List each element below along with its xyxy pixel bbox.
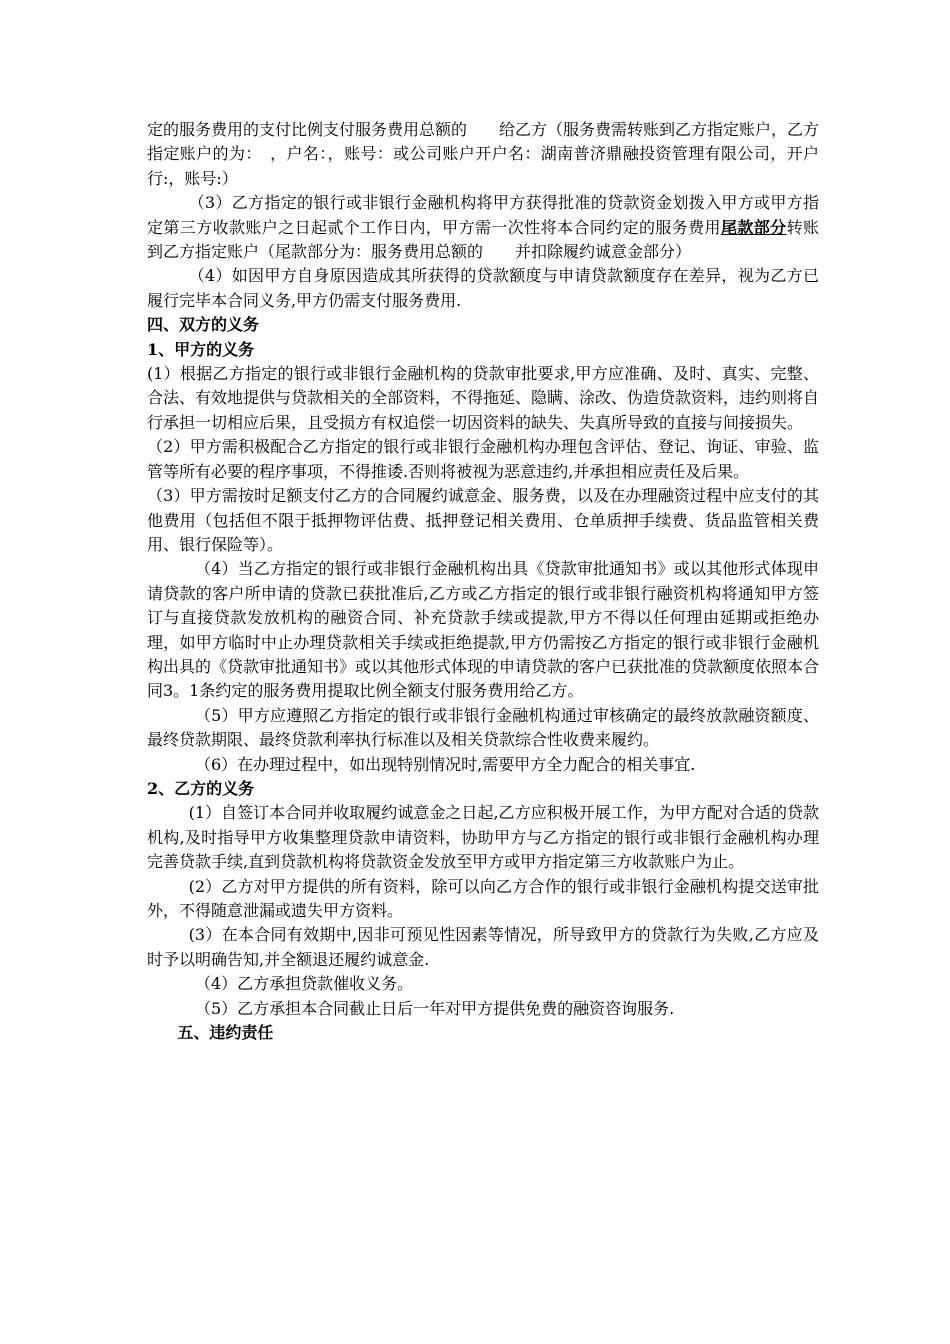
final-payment-emphasis: 尾款部分 <box>720 217 787 237</box>
party-a-item-6: （6）在办理过程中，如出现特别情况时,需要甲方全力配合的相关事宜. <box>195 754 696 774</box>
party-b-item-3: (3）在本合同有效期中,因非可预见性因素等情况，所导致甲方的贷款行为失败,乙方应及时予以明确告知,并全额退还履约诚意金. <box>147 925 819 969</box>
paragraph-clause-3 <box>147 191 819 264</box>
party-a-item-4: （4）当乙方指定的银行或非银行金融机构出具《贷款审批通知书》或以其他形式体现申请贷款的客户所申请的贷款已获批准后,乙方或乙方指定的银行或非银行融资机构将通知甲方签订与直接贷款发放机构的融资合同、补充贷款手续或提款,甲方不得以任何理由延期或拒绝办理，如甲方临时中止办理贷款相关手续或拒绝提款,甲方仍需按乙方指定的银行或非银行金融机构出具的《贷款审批通知书》或以其他形式体现的申请贷款的客户已获批准的贷款额度依照本合同3。1条约定的服务费用提取比例全额支付服务费用给乙方。 <box>147 559 820 701</box>
clause-3-text-end: 转账到乙方指定账户（尾款部分为：服务费用总额的 并扣除履约诚意金部分） <box>147 217 819 262</box>
party-a-item-2: （2）甲方需积极配合乙方指定的银行或非银行金融机构办理包含评估、登记、询证、审验、监管等所有必要的程序事项，不得推诿.否则将被视为恶意违约,并承担相应责任及后果。 <box>147 437 819 481</box>
paragraph-fee-ratio: 定的服务费用的支付比例支付服务费用总额的 给乙方（服务费需转账到乙方指定账户，乙方指定账户的为： ，户名：，账号：或公司账户开户名：湖南普济鼎融投资管理有限公司，开户行:，账号:） <box>147 120 820 188</box>
party-a-item-3: （3）甲方需按时足额支付乙方的合同履约诚意金、服务费，以及在办理融资过程中应支付的其他费用（包括但不限于抵押物评估费、抵押登记相关费用、仓单质押手续费、货品监管相关费用、银行保险等）。 <box>147 486 819 554</box>
party-b-item-4: （4）乙方承担贷款催收义务。 <box>195 974 414 994</box>
party-b-item-2: (2）乙方对甲方提供的所有资料，除可以向乙方合作的银行或非银行金融机构提交送审批外，不得随意泄漏或遗失甲方资料。 <box>147 876 819 920</box>
section-heading-breach-liability: 五、违约责任 <box>177 1023 274 1043</box>
clause-3-text-start: （3）乙方指定的银行或非银行金融机构将甲方获得批准的贷款资金划拨入甲方或甲方指定第三方收款账户之日起贰个工作日内，甲方需一次性将本合同约定的服务费用 <box>147 193 819 237</box>
party-b-item-1: (1）自签订本合同并收取履约诚意金之日起,乙方应积极开展工作，为甲方配对合适的贷款机构,及时指导甲方收集整理贷款申请资料，协助甲方与乙方指定的银行或非银行金融机构办理完善贷款手续,直到贷款机构将贷款资金发放至甲方或甲方指定第三方收款账户为止。 <box>147 803 819 872</box>
subheading-party-a: 1、甲方的义务 <box>147 339 255 359</box>
subheading-party-b: 2、乙方的义务 <box>147 778 255 798</box>
section-heading-obligations: 四、双方的义务 <box>147 315 260 335</box>
paragraph-clause-4: （4）如因甲方自身原因造成其所获得的贷款额度与申请贷款额度存在差异，视为乙方已履行完毕本合同义务,甲方仍需支付服务费用. <box>147 266 819 310</box>
party-a-item-5: （5）甲方应遵照乙方指定的银行或非银行金融机构通过审核确定的最终放款融资额度、最终贷款期限、最终贷款利率执行标准以及相关贷款综合性收费来履约。 <box>147 705 819 750</box>
party-b-item-5: （5）乙方承担本合同截止日后一年对甲方提供免费的融资咨询服务. <box>195 998 675 1018</box>
party-a-item-1: (1）根据乙方指定的银行或非银行金融机构的贷款审批要求,甲方应准确、及时、真实、完整、合法、有效地提供与贷款相关的全部资料，不得拖延、隐瞒、涂改、伪造贷款资料，违约则将自行承担一切相应后果，且受损方有权追偿一切因资料的缺失、失真所导致的直接与间接损失。 <box>147 364 820 432</box>
contract-document <box>147 118 819 1045</box>
